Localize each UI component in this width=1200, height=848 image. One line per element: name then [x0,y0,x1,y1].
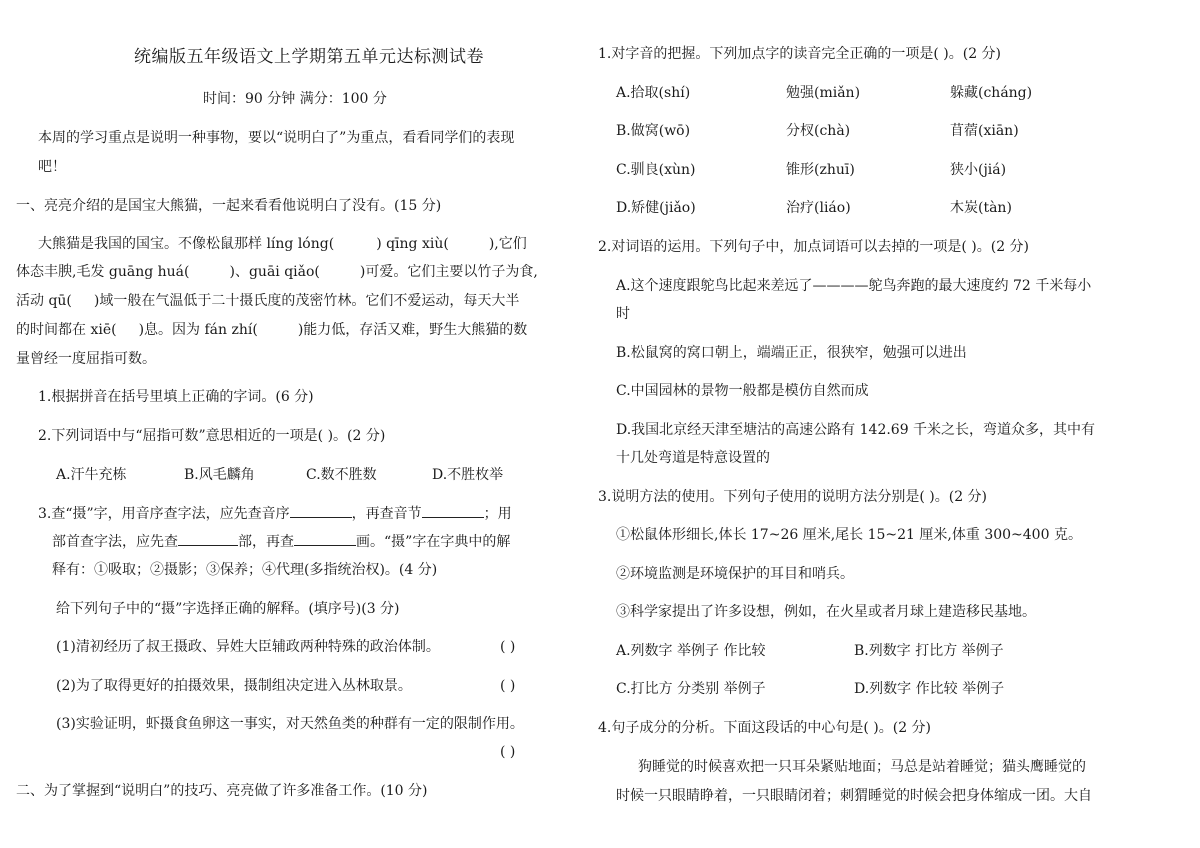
r-q1-a-1: A.拾取(shí) [616,85,691,101]
answer-paren[interactable]: ( ) [500,639,516,655]
answer-paren[interactable]: ( ) [500,744,516,760]
r-q1-d-2: 治疗(liáo) [786,200,851,216]
r-question-3: 3.说明方法的使用。下列句子使用的说明方法分别是( )。(2 分) [598,489,988,505]
r-q1-b-2: 分杈(chà) [786,123,851,139]
q2-option-a[interactable]: A.汗牛充栋 [56,467,127,483]
question-3-sub: 给下列句子中的“摄”字选择正确的解释。(填序号)(3 分) [56,601,400,617]
r-q2-option-d: D.我国北京经天津至塘沽的高速公路有 142.69 千米之长，弯道众多，其中有 [616,422,1096,438]
passage-line-3: 活动 qū( )域一般在气温低于二十摄氏度的茂密竹林。它们不爱运动，每天大半 [16,293,520,309]
q2-option-b[interactable]: B.风毛麟角 [184,467,255,483]
blank-field[interactable] [290,503,352,518]
blank-field[interactable] [178,531,238,546]
question-3-line-3: 释有：①吸取；②摄影；③保养；④代理(多指统治权)。(4 分) [52,562,438,578]
r-q3-sentence-2: ②环境监测是环境保护的耳目和哨兵。 [616,566,854,582]
r-q1-d-3: 木炭(tàn) [950,200,1012,216]
question-2: 2.下列词语中与“屈指可数”意思相近的一项是( )。(2 分) [38,428,386,444]
page-title: 统编版五年级语文上学期第五单元达标测试卷 [134,47,484,67]
r-q1-b-1: B.做窝(wō) [616,123,691,139]
intro-text: 本周的学习重点是说明一种事物，要以“说明白了”为重点，看看同学们的表现 [38,130,515,146]
exam-meta: 时间：90 分钟 满分：100 分 [203,91,387,107]
answer-paren[interactable]: ( ) [500,678,516,694]
intro-text-cont: 吧！ [38,159,66,175]
q3-item-3: (3)实验证明，虾摄食鱼卵这一事实，对天然鱼类的种群有一定的限制作用。 [56,716,524,732]
r-q1-a-3: 躲藏(cháng) [950,85,1033,101]
r-q1-d-1: D.矫健(jiǎo) [616,200,696,216]
r-q4-passage-1: 狗睡觉的时候喜欢把一只耳朵紧贴地面；马总是站着睡觉；猫头鹰睡觉的 [638,759,1086,775]
r-q2-option-d-cont: 十几处弯道是特意设置的 [616,450,770,466]
r-q1-c-2: 锥形(zhuī) [786,162,855,178]
question-3-line-2: 部首查字法，应先查 部，再查 画。“摄”字在字典中的解 [52,531,510,552]
section-2-heading: 二、为了掌握到“说明白”的技巧、亮亮做了许多准备工作。(10 分) [16,783,428,799]
r-q2-option-a: A.这个速度跟鸵鸟比起来差远了————鸵鸟奔跑的最大速度约 72 千米每小 [616,278,1092,294]
q3-item-2: (2)为了取得更好的拍摄效果，摄制组决定进入丛林取景。 [56,678,412,694]
r-question-2: 2.对词语的运用。下列句子中，加点词语可以去掉的一项是( )。(2 分) [598,239,1030,255]
q3-item-1: (1)清初经历了叔王摄政、异姓大臣辅政两种特殊的政治体制。 [56,639,440,655]
r-q1-b-3: 苜蓿(xiān) [950,123,1019,139]
passage-line-4: 的时间都在 xiē( )息。因为 fán zhí( )能力低，存活又难，野生大熊猫的数 [16,322,528,338]
q2-option-c[interactable]: C.数不胜数 [306,467,377,483]
q2-option-d[interactable]: D.不胜枚举 [432,467,504,483]
r-q4-passage-2: 时候一只眼睛睁着，一只眼睛闭着；刺猬睡觉的时候会把身体缩成一团。大自 [616,788,1092,804]
passage-line-1: 大熊猫是我国的国宝。不像松鼠那样 líng lóng( ) qīng xiù( ),它们 [38,236,527,252]
section-1-heading: 一、亮亮介绍的是国宝大熊猫，一起来看看他说明白了没有。(15 分) [16,198,442,214]
r-q2-option-b: B.松鼠窝的窝口朝上，端端正正，很狭窄，勉强可以进出 [616,345,967,361]
question-1: 1.根据拼音在括号里填上正确的字词。(6 分) [38,389,314,405]
passage-line-5: 量曾经一度屈指可数。 [16,351,156,367]
r-q2-option-a-cont: 时 [616,306,630,322]
r-q3-sentence-1: ①松鼠体形细长,体长 17~26 厘米,尾长 15~21 厘米,体重 300~400 克。 [616,527,1082,543]
blank-field[interactable] [422,503,484,518]
r-q3-option-a[interactable]: A.列数字 举例子 作比较 [616,643,766,659]
question-3-line-1: 3.查“摄”字，用音序查字法，应先查音序 ，再查音节 ；用 [38,503,512,524]
r-question-4: 4.句子成分的分析。下面这段话的中心句是( )。(2 分) [598,720,932,736]
passage-line-2: 体态丰腴,毛发 guāng huá( )、guāi qiǎo( )可爱。它们主要以竹子为食, [16,264,538,280]
r-q3-sentence-3: ③科学家提出了许多设想，例如，在火星或者月球上建造移民基地。 [616,604,1036,620]
r-q1-c-3: 狭小(jiá) [950,162,1007,178]
r-q1-a-2: 勉强(miǎn) [786,85,861,101]
r-question-1: 1.对字音的把握。下列加点字的读音完全正确的一项是( )。(2 分) [598,46,1002,62]
r-q1-c-1: C.驯良(xùn) [616,162,696,178]
r-q3-option-c[interactable]: C.打比方 分类别 举例子 [616,681,766,697]
r-q3-option-b[interactable]: B.列数字 打比方 举例子 [854,643,1004,659]
r-q3-option-d[interactable]: D.列数字 作比较 举例子 [854,681,1005,697]
blank-field[interactable] [294,531,356,546]
r-q2-option-c: C.中国园林的景物一般都是模仿自然而成 [616,383,869,399]
